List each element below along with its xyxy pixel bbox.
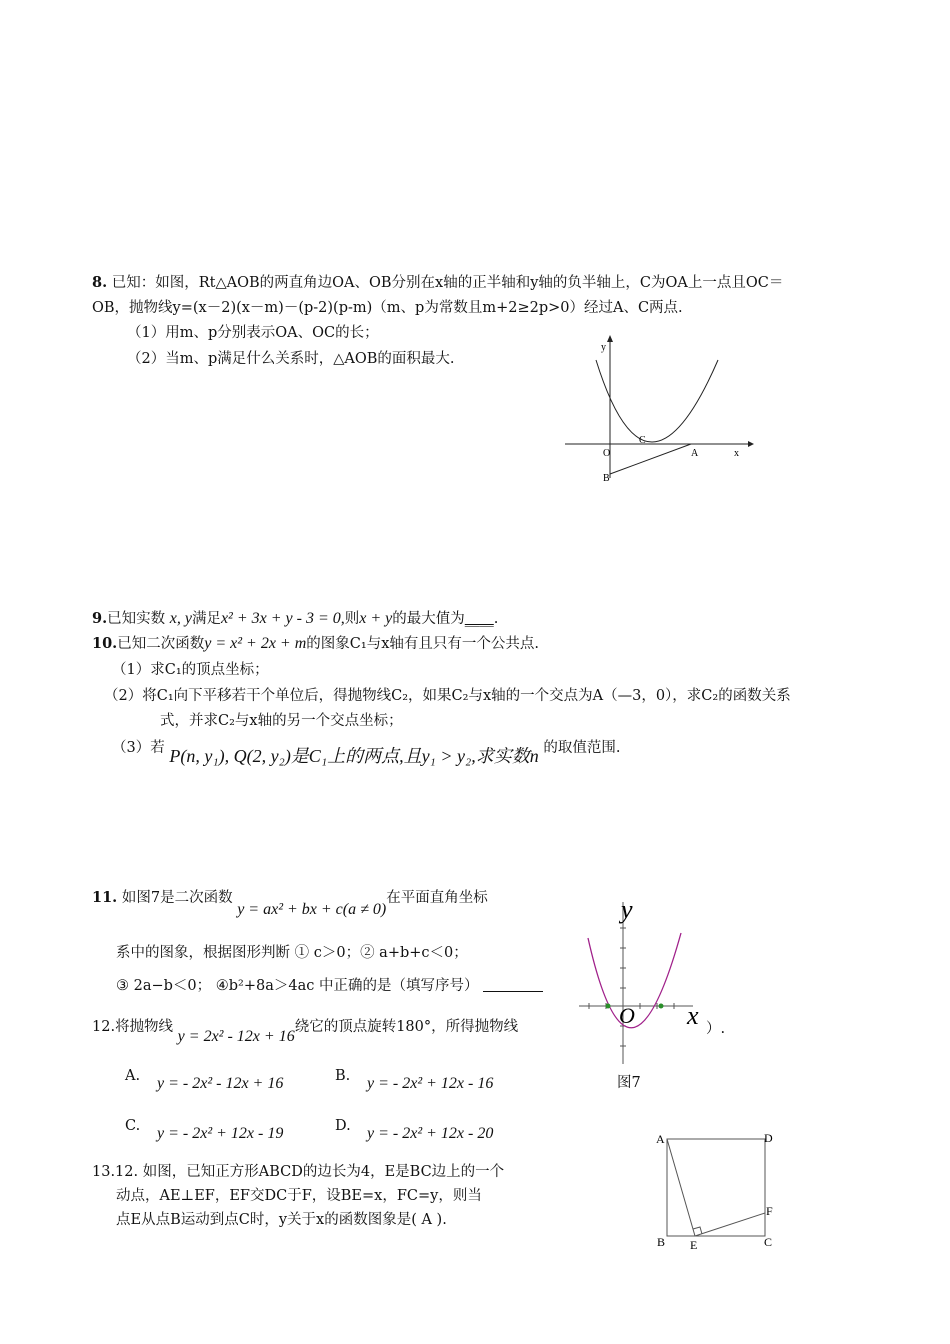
- q13-label-c: C: [764, 1235, 773, 1249]
- q9-equation: x² + 3x + y - 3 = 0,: [220, 610, 345, 627]
- q10-part2-line2: 式，并求C₂与x轴的另一个交点坐标；: [160, 713, 403, 729]
- q13-label-f: F: [766, 1204, 773, 1218]
- q12-pre: 将抛物线: [115, 1019, 174, 1035]
- q10-part3-math: P(n, y₁), Q(2, y₂)是C₁上的两点,且y₁ > y₂,求实数n: [169, 746, 539, 766]
- q8-y-arrow-icon: [607, 335, 613, 342]
- q9-expression: x + y: [359, 610, 393, 627]
- q12-option-d-expr: y = - 2x² + 12x - 20: [367, 1125, 494, 1142]
- q13-label-b: B: [657, 1235, 666, 1249]
- q11-label-x: x: [687, 1001, 699, 1030]
- q10-part1: （1）求C₁的顶点坐标；: [112, 662, 269, 678]
- q9-then: 则: [344, 611, 360, 627]
- q9-line: [92, 609, 498, 629]
- q8-segment-ab: [610, 444, 691, 474]
- q11-line2: 系中的图象，根据图形判断 ① c＞0；② a+b+c＜0；: [116, 945, 468, 961]
- q11-figure-background: [575, 898, 700, 1070]
- q8-parabola-figure: [560, 330, 760, 490]
- q12-option-d-label: D.: [335, 1118, 351, 1134]
- q12-number: 12.: [92, 1019, 116, 1035]
- q13-square-abcd: [667, 1139, 765, 1236]
- q11-label-o: O: [619, 1003, 635, 1028]
- q8-part1: （1）用m、p分别表示OA、OC的长；: [127, 325, 379, 341]
- q11-root-left: [606, 1004, 611, 1009]
- q11-figure7: [575, 898, 700, 1070]
- q11-pre: 如图7是二次函数: [121, 890, 233, 906]
- q11-number: 11.: [92, 889, 118, 906]
- q8-line1: [92, 273, 783, 293]
- q12-option-a-label: A.: [125, 1068, 141, 1084]
- q12-option-a-expr: y = - 2x² - 12x + 16: [157, 1075, 284, 1092]
- q10-number: 10.: [92, 635, 118, 652]
- q8-label-o: O: [603, 448, 611, 459]
- q12-tail: ）.: [706, 1021, 726, 1037]
- q12-option-c-label: C.: [125, 1118, 141, 1134]
- q12-option-b-expr: y = - 2x² + 12x - 16: [367, 1075, 494, 1092]
- q11-label-y: y: [621, 898, 633, 924]
- q9-pre: 已知实数: [107, 611, 166, 627]
- q8-parabola-curve: [596, 360, 718, 442]
- q8-label-c: C: [639, 435, 646, 446]
- q11-function: y = ax² + bx + c(a ≠ 0): [237, 901, 387, 918]
- q8-part2: （2）当m、p满足什么关系时，△AOB的面积最大.: [127, 351, 455, 367]
- q9-vars: x, y: [169, 610, 192, 627]
- q11-answer-blank: [483, 977, 543, 992]
- q12-function: y = 2x² - 12x + 16: [177, 1028, 295, 1045]
- q9-post: 的最大值为: [392, 611, 465, 627]
- q8-text-line1: 已知：如图，Rt△AOB的两直角边OA、OB分别在x轴的正半轴和y轴的负半轴上，C为OA上一点且OC＝: [111, 275, 784, 291]
- q11-root-right: [659, 1004, 664, 1009]
- q9-number: 9.: [92, 610, 108, 627]
- q11-line3: [116, 976, 543, 996]
- q12-option-b-label: B.: [335, 1068, 351, 1084]
- q11-line3-text: ③ 2a−b＜0； ④b²+8a＞4ac 中正确的是（填写序号）: [116, 978, 479, 994]
- q8-x-arrow-icon: [748, 441, 754, 447]
- q13-segment-ae: [667, 1139, 695, 1236]
- q8-label-y: y: [601, 342, 606, 353]
- q13-text-line1: 如图，已知正方形ABCD的边长为4，E是BC边上的一个: [142, 1164, 505, 1180]
- q13-text-line2: 动点，AE⊥EF，EF交DC于F，设BE=x，FC=y，则当: [116, 1188, 482, 1204]
- q13-square-figure: [650, 1125, 785, 1255]
- q12-option-c-expr: y = - 2x² + 12x - 19: [157, 1125, 284, 1142]
- q13-label-a: A: [656, 1132, 665, 1146]
- q12-post: 绕它的顶点旋转180°，所得抛物线: [294, 1019, 519, 1035]
- q13-line1: [92, 1162, 504, 1182]
- q12-line: [92, 1017, 518, 1047]
- q13-segment-ef: [695, 1213, 765, 1236]
- q8-label-b: B: [603, 473, 610, 484]
- q10-part3-post: 的取值范围.: [543, 740, 621, 756]
- q9-answer-blank: ____: [464, 611, 494, 627]
- q11-line1: [92, 888, 488, 920]
- q13-label-d: D: [764, 1131, 773, 1145]
- q10-part2-line1: （2）将C₁向下平移若干个单位后，得抛物线C₂，如果C₂与x轴的一个交点为A（—3，0），求C₂的函数关系: [104, 688, 791, 704]
- q8-label-a: A: [691, 448, 699, 459]
- q9-end: .: [493, 611, 499, 627]
- q8-label-x: x: [734, 448, 739, 459]
- q13-number: 13.12.: [92, 1164, 139, 1180]
- q13-label-e: E: [690, 1238, 698, 1252]
- q10-part3: [112, 738, 620, 766]
- q13-text-line3: 点E从点B运动到点C时，y关于x的函数图象是( A ).: [116, 1212, 447, 1228]
- q10-post: 的图象C₁与x轴有且只有一个公共点.: [306, 636, 539, 652]
- q10-pre: 已知二次函数: [117, 636, 205, 652]
- q10-line1: [92, 634, 539, 654]
- q9-cond: 满足: [191, 611, 221, 627]
- q10-function: y = x² + 2x + m: [204, 635, 307, 652]
- q8-text-line2: OB，抛物线y=(x－2)(x－m)－(p-2)(p-m)（m、p为常数且m+2≥2p>0）经过A、C两点.: [92, 300, 683, 316]
- q8-number: 8.: [92, 274, 108, 291]
- q10-part3-pre: （3）若: [112, 740, 165, 756]
- q11-post: 在平面直角坐标: [386, 890, 488, 906]
- q11-figure-caption: 图7: [617, 1075, 641, 1091]
